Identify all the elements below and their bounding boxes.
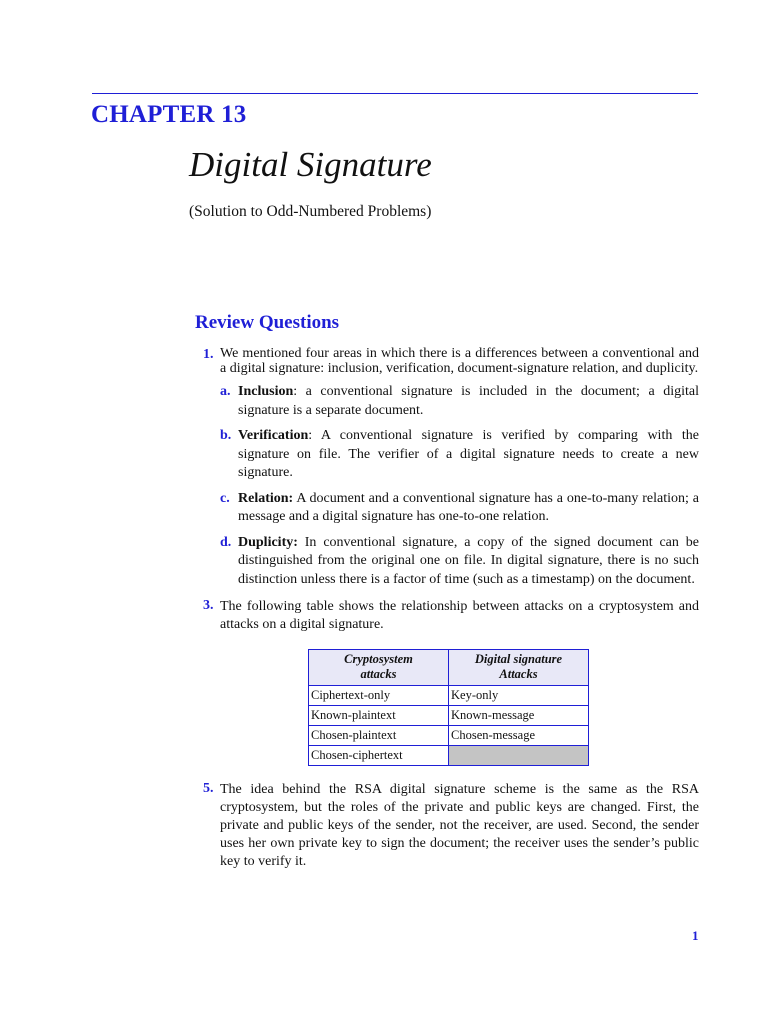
sub-item-term: Inclusion: [238, 384, 294, 399]
table-row: [309, 706, 589, 726]
table-cell: Ciphertext-only: [309, 686, 449, 706]
sub-item-letter: c.: [220, 490, 230, 506]
sub-item-letter: b.: [220, 428, 232, 443]
sub-item-relation: [200, 490, 699, 527]
table-header-cryptosystem: [309, 650, 449, 686]
header-line: Digital signature: [474, 652, 563, 666]
table-header-digital-signature: [449, 650, 589, 686]
sub-item-text: A document and a conventional signature has a one-to-many relation; a message and a digital signature has one-to-one relation.: [238, 490, 699, 524]
chapter-subtitle: (Solution to Odd-Numbered Problems): [189, 203, 432, 220]
question-number: 1.: [203, 347, 214, 362]
question-number: 3.: [203, 598, 214, 613]
sub-item-verification: [200, 427, 699, 483]
table-row: [309, 686, 589, 706]
sub-item-inclusion: [200, 383, 699, 420]
table-header-row: [309, 650, 589, 686]
header-line: attacks: [360, 667, 397, 681]
chapter-title: Digital Signature: [189, 145, 432, 184]
chapter-label: CHAPTER 13: [91, 101, 247, 128]
sub-item-term: Duplicity:: [238, 534, 298, 550]
table-cell: Known-plaintext: [309, 706, 449, 726]
page-number: 1: [692, 928, 699, 943]
sub-item-text: In conventional signature, a copy of the signed document can be distinguished from the original one on file. In digital signature, there is no such distinction unless there is a factor of time (such as a timestamp) on the document.: [238, 534, 699, 587]
header-line: Attacks: [499, 667, 538, 681]
sub-item-letter: d.: [220, 534, 232, 550]
question-1: [200, 347, 699, 376]
question-text: We mentioned four areas in which there is a differences between a conventional and a digital signature: inclusion, verification, document-signature relation, and duplicity.: [220, 346, 699, 376]
review-questions-content: [200, 347, 699, 871]
table-row: [309, 746, 589, 766]
question-text: The idea behind the RSA digital signature scheme is the same as the RSA cryptosystem, but the roles of the private and public keys are changed. First, the private and public keys of the sender, not the receiver, are used. Second, the sender uses her own private key to sign the document; the receiver uses the sender’s public key to verify it.: [220, 782, 699, 869]
sub-item-text: : A conventional signature is verified by comparing with the signature on file. The verifier of a digital signature needs to create a new signature.: [238, 428, 699, 480]
table-cell: Chosen-message: [449, 726, 589, 746]
sub-item-letter: a.: [220, 384, 231, 399]
attacks-table: [308, 649, 589, 766]
table-cell: Chosen-ciphertext: [309, 746, 449, 766]
sub-item-duplicity: [200, 534, 699, 590]
header-rule: [92, 93, 698, 94]
question-number: 5.: [203, 781, 214, 796]
table-cell-empty: [449, 746, 589, 766]
table-row: [309, 726, 589, 746]
sub-item-text: : a conventional signature is included in the document; a digital signature is a separate document.: [238, 384, 699, 418]
question-5: [200, 781, 699, 871]
sub-item-term: Relation:: [238, 490, 294, 506]
table-cell: Chosen-plaintext: [309, 726, 449, 746]
sub-item-term: Verification: [238, 428, 309, 443]
table-cell: Known-message: [449, 706, 589, 726]
header-line: Cryptosystem: [344, 652, 413, 666]
table-cell: Key-only: [449, 686, 589, 706]
question-3: [200, 598, 699, 634]
question-text: The following table shows the relationship between attacks on a cryptosystem and attacks on a digital signature.: [220, 599, 699, 632]
section-heading: Review Questions: [195, 312, 340, 333]
